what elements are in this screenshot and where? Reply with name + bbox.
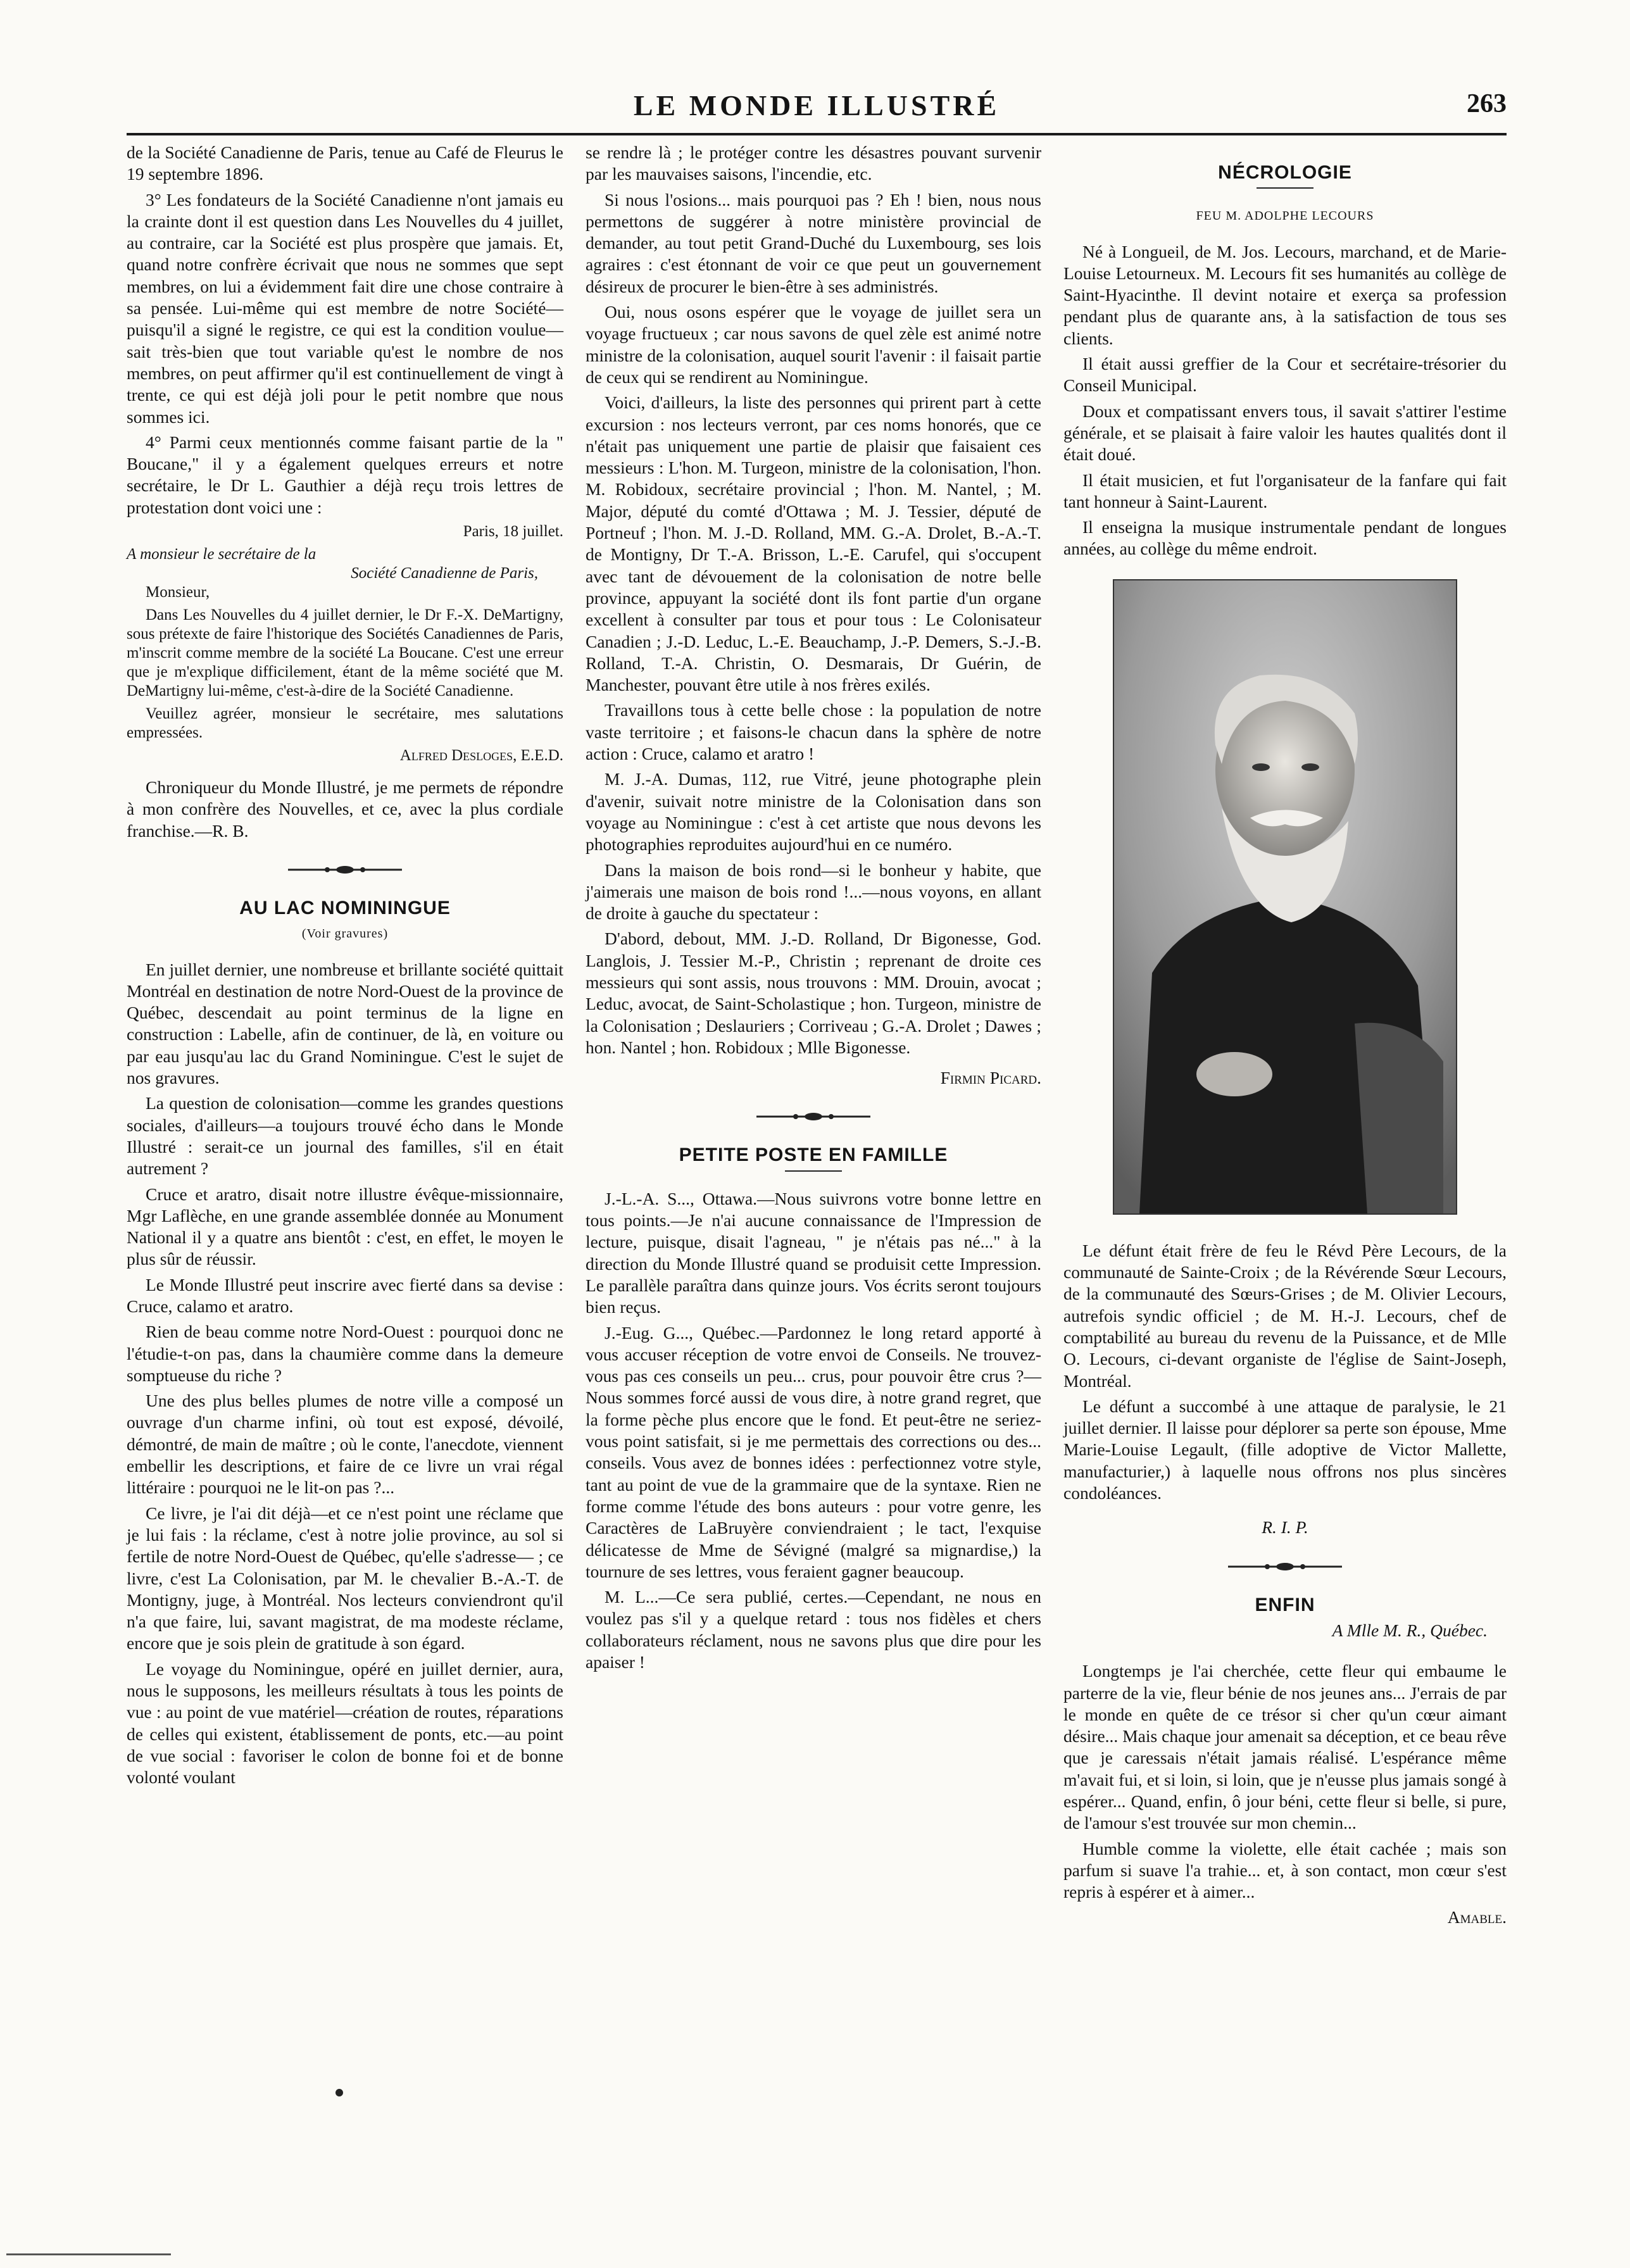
letter <box>127 522 563 765</box>
rip: R. I. P. <box>1262 1517 1308 1538</box>
paragraph: M. L...—Ce sera publié, certes.—Cependant, ne nous en voulez pas s'il y a quelque retard : tous nos fidèles et chers collaborateurs réclament, nous ne savons plus que dire pour les apaiser ! <box>586 1587 1041 1672</box>
paragraph: D'abord, debout, MM. J.-D. Rolland, Dr Bigonesse, God. Langlois, J. Tessier M.-P., Christin ; reprenant de droite ces messieurs qui sont assis, nous trouvons : MM. Drouin, avocat ; Leduc, avocat, de Saint-Scholastique ; hon. Turgeon, ministre de la Colonisation ; Deslauriers ; Corriveau ; G.-A. Drolet ; Dawes ; hon. Nantel ; hon. Robidoux ; Mlle Bigonesse. <box>586 929 1041 1057</box>
paragraph: Rien de beau comme notre Nord-Ouest : pourquoi donc ne l'étudie-t-on pas, dans la chaumière comme dans la demeure somptueuse du riche ? <box>127 1322 563 1385</box>
header-rule <box>127 133 1507 135</box>
paragraph: Oui, nous osons espérer que le voyage de juillet sera un voyage fructueux ; car nous savons de quel zèle est animé notre ministre de la colonisation, auquel sourit l'avenir : il faisait partie de ceux qui se rendirent au Nominingue. <box>586 302 1041 387</box>
column-2 <box>586 142 1041 1677</box>
letter-date: Paris, 18 juillet. <box>463 523 563 541</box>
paragraph: Le défunt était frère de feu le Révd Père Lecours, de la communauté de Sainte-Croix ; de la Révérende Sœur Lecours, de la communauté des Sœurs-Grises ; de M. Olivier Lecours, autrefois syndic officiel ; de M. H.-J. Lecours, chef de comptabilité au bureau du revenu de la Puissance, et de Mlle O. Lecours, ci-devant organiste de l'église de Saint-Joseph, Montréal. <box>1063 1240 1507 1391</box>
article-subheading: FEU M. ADOLPHE LECOURS <box>1196 209 1374 223</box>
ornament-divider <box>282 863 408 876</box>
newspaper-title: LE MONDE ILLUSTRÉ <box>633 89 1000 122</box>
paragraph: Longtemps je l'ai cherchée, cette fleur qui embaume le parterre de la vie, fleur bénie de nos jeunes ans... J'errais de par le monde en quête de ce trésor si cher qu'un cœur aimant désire... Mais chaque jour amenait sa déception, et ce beau rêve que je caressais n'était jamais réalisé. L'espérance même m'avait fui, et si loin, si loin, que je n'eusse plus jamais songé à espérer... Quand, enfin, ô jour béni, cette fleur si belle, si pure, de l'amour s'est trouvée sur mon chemin... <box>1063 1661 1507 1833</box>
paragraph: Le défunt a succombé à une attaque de paralysie, le 21 juillet dernier. Il laisse pour déplorer sa perte son épouse, Mme Marie-Louise Legault, (fille adoptive de Victor Mallette, manufacturier,) à laquelle nous offrons nos plus sincères condoléances. <box>1063 1396 1507 1503</box>
masthead <box>127 89 1507 127</box>
article-heading: PETITE POSTE EN FAMILLE <box>679 1144 948 1166</box>
letter-salutation: Monsieur, <box>146 584 210 601</box>
paragraph: Il enseigna la musique instrumentale pendant de longues années, au collège du même endroit. <box>1063 517 1507 559</box>
portrait-photo <box>1113 579 1457 1215</box>
column-3 <box>1063 142 1507 1933</box>
paragraph: 4° Parmi ceux mentionnés comme faisant partie de la " Boucane," il y a également quelques erreurs et notre secrétaire, le Dr L. Gauthier a déjà reçu trois lettres de protestation dont voici une : <box>127 432 563 517</box>
article-heading: NÉCROLOGIE <box>1218 162 1352 183</box>
paragraph: Cruce et aratro, disait notre illustre évêque-missionnaire, Mgr Laflèche, en une grande assemblée donnée au Monument National il y a quatre ans bientôt : c'est, en effet, le moyen le plus sûr de réussir. <box>127 1184 563 1269</box>
heading-rule <box>1257 187 1313 189</box>
paragraph: Né à Longueil, de M. Jos. Lecours, marchand, et de Marie-Louise Letourneux. M. Lecours fit ses humanités au collège de Saint-Hyacinthe. Il devint notaire et exerça sa profession pendant plus de quarante ans, à la satisfaction de tous ses clients. <box>1063 241 1507 348</box>
paragraph: Il était aussi greffier de la Cour et secrétaire-trésorier du Conseil Municipal. <box>1063 354 1507 396</box>
paragraph: Si nous l'osions... mais pourquoi pas ? Eh ! bien, nous nous permettons de suggérer à notre ministère provincial de demander, au tout petit Grand-Duché du Luxembourg, ses lois agraires : c'est étonnant de voir ce que peut un gouvernement désireux de procurer le bien-être à ses administrés. <box>586 189 1041 296</box>
paragraph: J.-L.-A. S..., Ottawa.—Nous suivrons votre bonne lettre en tous points.—Je n'ai aucune connaissance de l'Impression de lecture, puisque, disait l'agneau, " je n'étais pas né..." à la direction du Monde Illustré quand se produisit cette Impression. Le parallèle paraîtra dans quinze jours. Vos écrits seront toujours bien reçus. <box>586 1188 1041 1317</box>
article-signature: Firmin Picard. <box>940 1068 1041 1088</box>
article-subheading: (Voir gravures) <box>301 927 389 941</box>
ink-dot <box>335 2089 343 2096</box>
heading-rule <box>785 1170 842 1172</box>
article-heading: ENFIN <box>1255 1594 1315 1615</box>
paragraph: Chroniqueur du Monde Illustré, je me permets de répondre à mon confrère des Nouvelles, et ce, avec la plus cordiale franchise.—R. B. <box>127 777 563 841</box>
letter-body: Dans Les Nouvelles du 4 juillet dernier, le Dr F.-X. DeMartigny, sous prétexte de faire l'historique des Sociétés Canadiennes de Paris, m'inscrit comme membre de la société La Boucane. C'est une erreur que je m'explique difficilement, étant de la même société que M. DeMartigny lui-même, c'est-à-dire de la Société Canadienne. <box>127 606 563 700</box>
paragraph: Humble comme la violette, elle était cachée ; mais son parfum si suave l'a trahie... et, à son contact, mon cœur s'est repris à espérer et à aimer... <box>1063 1838 1507 1902</box>
paragraph: Le Monde Illustré peut inscrire avec fierté dans sa devise : Cruce, calamo et aratro. <box>127 1274 563 1316</box>
paragraph: Une des plus belles plumes de notre ville a composé un ouvrage d'un charme infini, où tout est exposé, dévoilé, démontré, de main de maître ; où le conte, l'anecdote, viennent embellir les descriptions, et faire de ce livre un vrai régal littéraire : pourquoi ne le lit-on pas ?... <box>127 1391 563 1498</box>
page-edge-mark <box>6 2253 171 2255</box>
letter-signature: Alfred Desloges, E.E.D. <box>399 747 563 765</box>
article-signature: Amable. <box>1447 1907 1507 1927</box>
letter-body: Veuillez agréer, monsieur le secrétaire, mes salutations empressées. <box>127 705 563 742</box>
paragraph: Le voyage du Nominingue, opéré en juillet dernier, aura, nous le supposons, les meilleurs résultats à tous les points de vue : au point de vue matériel—création de routes, réparations de celles qui existent, établissement de ponts, etc.—au point de vue social : favoriser le colon de bonne foi et de bonne volonté voulant <box>127 1658 563 1788</box>
ornament-divider <box>750 1110 877 1123</box>
paragraph: Doux et compatissant envers tous, il savait s'attirer l'estime générale, et se plaisait à faire valoir les hautes qualités dont il était doué. <box>1063 401 1507 465</box>
paragraph: de la Société Canadienne de Paris, tenue au Café de Fleurus le 19 septembre 1896. <box>127 142 563 184</box>
page-number: 263 <box>1467 89 1507 118</box>
paragraph: En juillet dernier, une nombreuse et brillante société quittait Montréal en destination de notre Nord-Ouest de la province de Québec, descendait au point terminus de la ligne en construction : Labelle, afin de continuer, de là, en voiture ou par eau jusqu'au lac du Grand Nominingue. C'est le sujet de nos gravures. <box>127 959 563 1088</box>
paragraph: Dans la maison de bois rond—si le bonheur y habite, que j'aimerais une maison de bois rond !...—nous voyons, en allant de droite à gauche du spectateur : <box>586 860 1041 924</box>
paragraph: Travaillons tous à cette belle chose : la population de notre vaste territoire ; et faisons-le chacun dans la sphère de notre action : Cruce, calamo et aratro ! <box>586 700 1041 764</box>
letter-address: Société Canadienne de Paris, <box>351 565 538 582</box>
paragraph: se rendre là ; le protéger contre les désastres pouvant survenir par les mauvaises saisons, l'incendie, etc. <box>586 142 1041 184</box>
paragraph: Voici, d'ailleurs, la liste des personnes qui prirent part à cette excursion : nos lecteurs verront, par ces noms honorés, que ce n'était pas uniquement une partie de plaisir que faisaient ces messieurs : L'hon. M. Turgeon, ministre de la colonisation, l'hon. M. Robidoux, secrétaire provincial ; l'hon. M. Nantel, ; M. Major, député du comté d'Ottawa ; M. J. Tessier, député de Portneuf ; l'hon. M. J.-D. Rolland, MM. G.-A. Drolet, B.-A.-T. de Montigny, Dr T.-A. Brisson, L.-E. Carufel, qui s'occupent avec tant de dévouement de la colonisation de notre belle province, appuyant la société dont ils font partie d'un organe excellent à consulter par tous et pour tous : Le Colonisateur Canadien ; J.-D. Leduc, L.-E. Beauchamp, J.-P. Demers, S.-J.-B. Rolland, T.-A. Christin, O. Desmarais, Dr Guérin, de Manchester, pouvant être utile à nos frères exilés. <box>586 392 1041 695</box>
column-1 <box>127 142 563 1793</box>
paragraph: 3° Les fondateurs de la Société Canadienne n'ont jamais eu la crainte dont il est question dans Les Nouvelles du 4 juillet, au contraire, car la Société est plus prospère que jamais. Et, quand notre confrère écrivait que nous ne sommes que sept membres, on lui a évidemment fait dire une chose contraire à sa pensée. Lui-même qui est membre de notre Société— puisqu'il a signé le registre, ce qui est la condition voulue—sait très-bien que tout variable qu'est le nombre de nos membres, on peut affirmer qu'il est continuellement de vingt à trente, ce qui est déjà joli pour le petit nombre que nous sommes ici. <box>127 189 563 427</box>
paragraph: J.-Eug. G..., Québec.—Pardonnez le long retard apporté à vous accuser réception de votre envoi de Conseils. Ne trouvez-vous pas ces conseils un peu... crus, pour pouvoir être crus ?—Nous sommes forcé aussi de vous dire, à notre grand regret, que la forme pèche plus encore que le fond. Et peut-être ne seriez-vous point satisfait, si je me permettais des corrections ou des... conseils. Vous avez de bonnes idées : perfectionnez votre style, tant au point de vue de la grammaire que de la syntaxe. Rien ne forme comme l'étude des bons auteurs : pour votre genre, les Caractères de LaBruyère conviendraient ; le tact, l'exquise délicatesse de Mme de Sévigné (malgré sa mignardise,) la tournure de ses lettres, vous feraient gagner beaucoup. <box>586 1322 1041 1581</box>
paragraph: Il était musicien, et fut l'organisateur de la fanfare qui fait tant honneur à Saint-Laurent. <box>1063 470 1507 511</box>
paragraph: M. J.-A. Dumas, 112, rue Vitré, jeune photographe plein d'avenir, suivait notre ministre de la Colonisation dans son voyage au Nominingue : c'est à cet artiste que nous devons les photographies reproduites aujourd'hui en ce numéro. <box>586 769 1041 855</box>
paragraph: Ce livre, je l'ai dit déjà—et ce n'est point une réclame que je lui fais : la réclame, c'est à notre jolie province, au sol si fertile de notre Nord-Ouest de Québec, qu'elle s'adresse— ; ce livre, c'est La Colonisation, par M. le chevalier B.-A.-T. de Montigny, juge, à Montréal. Nos lecteurs conviendront qu'il n'a que faire, lui, savant magistrat, de ma modeste réclame, encore que je sois plein de gratitude à son égard. <box>127 1503 563 1653</box>
paragraph: La question de colonisation—comme les grandes questions sociales, d'ailleurs—a toujours trouvé écho dans le Monde Illustré : serait-ce un journal des familles, s'il en était autrement ? <box>127 1093 563 1179</box>
letter-address: A monsieur le secrétaire de la <box>127 546 317 563</box>
article-heading: AU LAC NOMININGUE <box>239 897 451 918</box>
ornament-divider <box>1222 1560 1348 1573</box>
dedication: A Mlle M. R., Québec. <box>1332 1620 1488 1640</box>
